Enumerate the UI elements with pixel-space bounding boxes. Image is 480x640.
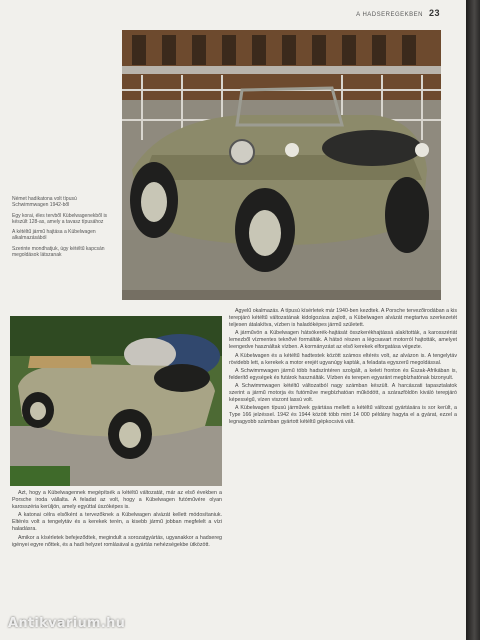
- running-head: [356, 8, 440, 18]
- paragraph: Amikor a kísérletek befejeződtek, megindult a sorozatgyártás, ugyanakkor a hadsereg igényei egyre nőttek, és a hadi helyzet romlásával a gyártás nehézségekbe ütközött.: [12, 534, 222, 548]
- amphibious-car-front-image: [122, 30, 441, 300]
- paragraph: A Schwimmwagen jármű több hadszíntéren szolgált, a keleti fronton és Észak-Afrikában is, felderítő egységek és futárok használták. Vízben és terepen egyaránt megbízhatónak bizonyult.: [229, 367, 457, 381]
- paragraph: A járművön a Kübelwagen hátsókerék-hajtását összkerékhajtássá alakították, a karosszériát lemezből vízmentes teknővé formálták. A hátsó részen a légcsavart motorról hajtották, amelyet leengedve használtak vízben. A kormányzást az első kerekek elforgatása végezte.: [229, 330, 457, 351]
- amphibious-car-side-image: [10, 316, 222, 486]
- amphibious-car-side-photo: [10, 316, 222, 486]
- article-column-left: [12, 490, 222, 630]
- caption: A kétéltű jármű hajtása a Kübelwagen alkalmazásából: [12, 229, 96, 242]
- photo-captions: [12, 196, 114, 262]
- paragraph: Azt, hogy a Kübelwagennek megépítsék a kétéltű változatát, már az első években a Porsche iroda vállalta. A feladat az volt, hogy a Kübelwagen futóművére olyan karosszéria kerüljön, amely egyúttal úszóképes is.: [12, 490, 222, 511]
- caption: Német hadikatona volt típusú Schwimmwagen 1942-ből: [12, 196, 77, 209]
- paragraph: A Kübelwagen típusú járművek gyártása mellett a kétéltű változat gyártására is sor került, a Type 166 jelzéssel. 1942 és 1944 között több mint 14 000 példány hagyta el a gyárat, ezzel a legnagyobb számban gyártott kétéltű gépkocsivá vált.: [229, 405, 457, 426]
- page-number: 23: [428, 8, 440, 18]
- caption: Egy korai, éles tervből Kübelwagenekből is készült 128-as, amely a tavasz típusához: [12, 212, 108, 225]
- caption: Szerinte mondhatjuk, úgy kétéltű kapcsán megoldások látszanak: [12, 245, 105, 259]
- article-column-right: [229, 308, 457, 630]
- paragraph: A Kübelwagen és a kétéltű hadtestek között számos eltérés volt, az alvázon is. A tengelytáv rövidebb lett, a kerekek a motor erejét ugyanúgy kapták, a feladata egyszerű megoldással.: [229, 352, 457, 366]
- section-title: A HADSEREGEKBEN: [356, 12, 423, 18]
- amphibious-car-photo: [122, 30, 441, 300]
- paragraph: A Schwimmwagen kétéltű változatból nagy számban készült. A harcászati tapasztalatok szerint a jármű motorja és futóműve megbízhatóan működött, a szárazföldön kiváló terepjáró képességű, vízen viszont lassú volt.: [229, 382, 457, 404]
- watermark: Antikvarium.hu: [8, 616, 126, 631]
- paragraph: A katonai célra elsőként a tervezőknek a Kübelwagen alvázát kellett módosítaniuk. Eltérés volt a tengelytáv és a kerekek terén, a kisebb jármű jobban megfelelt a vízi haladásra.: [12, 512, 222, 533]
- book-spine: [466, 0, 480, 640]
- paragraph: Agyelű okalmazás. A típusú kísérletek már 1940-ben kezdtek. A Porsche tervezőirodában a kis terepjáró kétéltű változatának kidolgozása zajlott, a Kübelwagen alvázát megtartva szerkezetét teljesen átalakítva, vízben is haladóképes jármű született.: [229, 308, 457, 329]
